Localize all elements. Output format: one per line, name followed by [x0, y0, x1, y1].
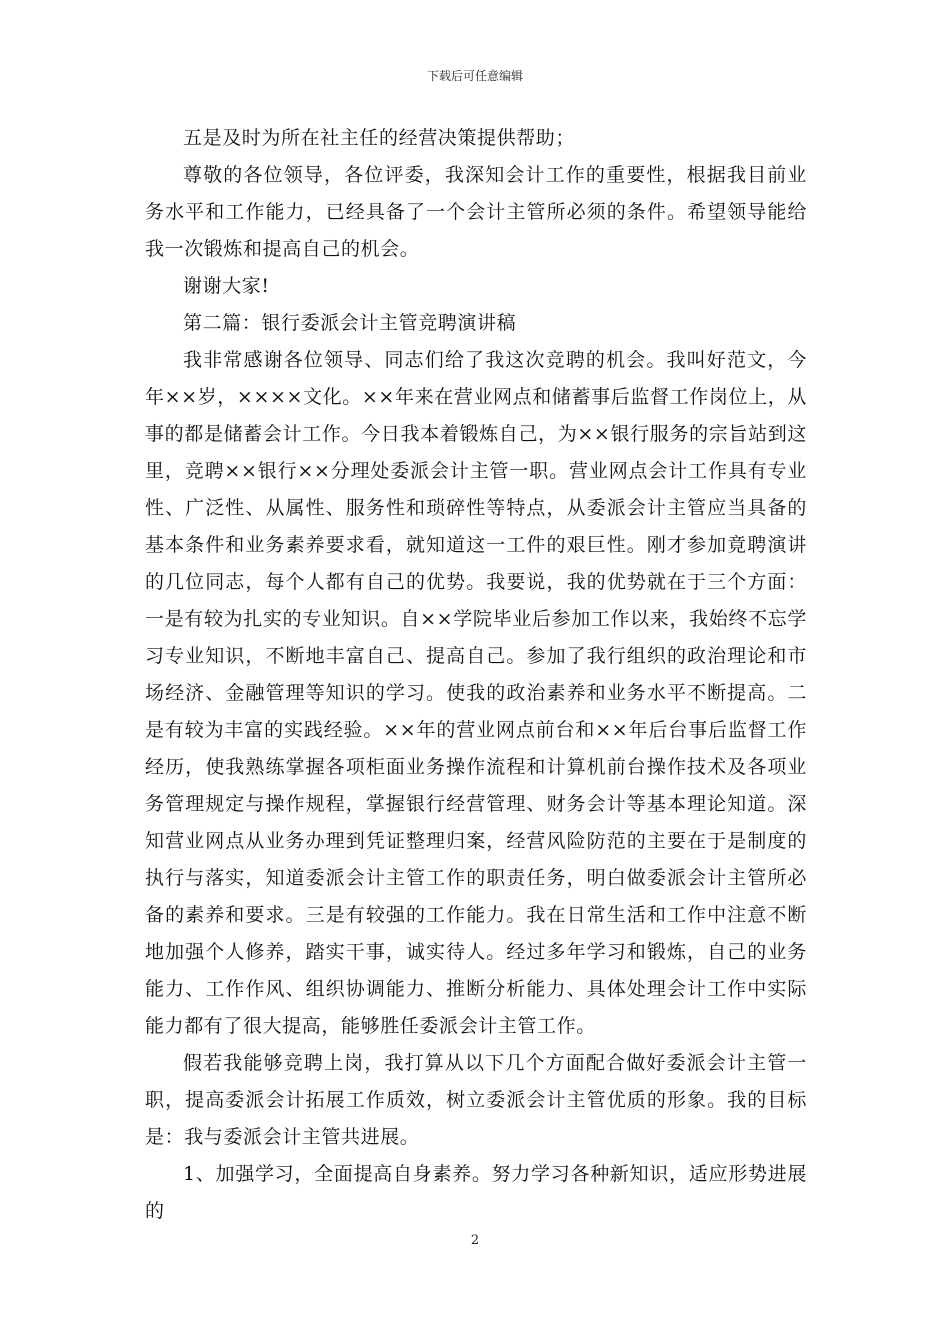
- paragraph: 1、加强学习，全面提高自身素养。努力学习各种新知识，适应形势进展的: [145, 1163, 807, 1222]
- page-header: 下载后可任意编辑: [426, 69, 523, 83]
- paragraph: 我非常感谢各位领导、同志们给了我这次竞聘的机会。我叫好范文，今年××岁，××××文化。××年来在营业网点和储蓄事后监督工作岗位上，从事的都是储蓄会计工作。今日我本着锻炼自己，为××银行服务的宗旨站到这里，竞聘××银行××分理处委派会计主管一职。营业网点会计工作具有专业性、广泛性、从属性、服务性和琐碎性等特点，从委派会计主管应当具备的基本条件和业务素养要求看，就知道这一工件的艰巨性。刚才参加竟聘演讲的几位同志，每个人都有自己的优势。我要说，我的优势就在于三个方面：一是有较为扎实的专业知识。自××学院毕业后参加工作以来，我始终不忘学习专业知识，不断地丰富自己、提高自己。参加了我行组织的政治理论和市场经济、金融管理等知识的学习。使我的政治素养和业务水平不断提高。二是有较为丰富的实践经验。××年的营业网点前台和××年后台事后监督工作经历，使我熟练掌握各项柜面业务操作流程和计算机前台操作技术及各项业务管理规定与操作规程，掌握银行经营管理、财务会计等基本理论知道。深知营业网点从业务办理到凭证整理归案，经营风险防范的主要在于是制度的执行与落实，知道委派会计主管工作的职责任务，明白做委派会计主管所必备的素养和要求。三是有较强的工作能力。我在日常生活和工作中注意不断地加强个人修养，踏实干事，诚实待人。经过多年学习和锻炼，自己的业务能力、工作作风、组织协调能力、推断分析能力、具体处理会计工作中实际能力都有了很大提高，能够胜任委派会计主管工作。: [145, 349, 807, 1037]
- paragraph: 假若我能够竞聘上岗，我打算从以下几个方面配合做好委派会计主管一职，提高委派会计拓展工作质效，树立委派会计主管优质的形象。我的目标是：我与委派会计主管共进展。: [145, 1052, 807, 1148]
- section-title: 第二篇：银行委派会计主管竞聘演讲稿: [183, 312, 517, 334]
- paragraph: 谢谢大家!: [183, 275, 270, 297]
- paragraph: 尊敬的各位领导，各位评委，我深知会计工作的重要性，根据我目前业务水平和工作能力，已经具备了一个会计主管所必须的条件。希望领导能给我一次锻炼和提高自己的机会。: [145, 164, 807, 260]
- page-number: 2: [470, 1233, 480, 1248]
- document-body: [145, 120, 807, 1230]
- paragraph: 五是及时为所在社主任的经营决策提供帮助；: [183, 127, 576, 149]
